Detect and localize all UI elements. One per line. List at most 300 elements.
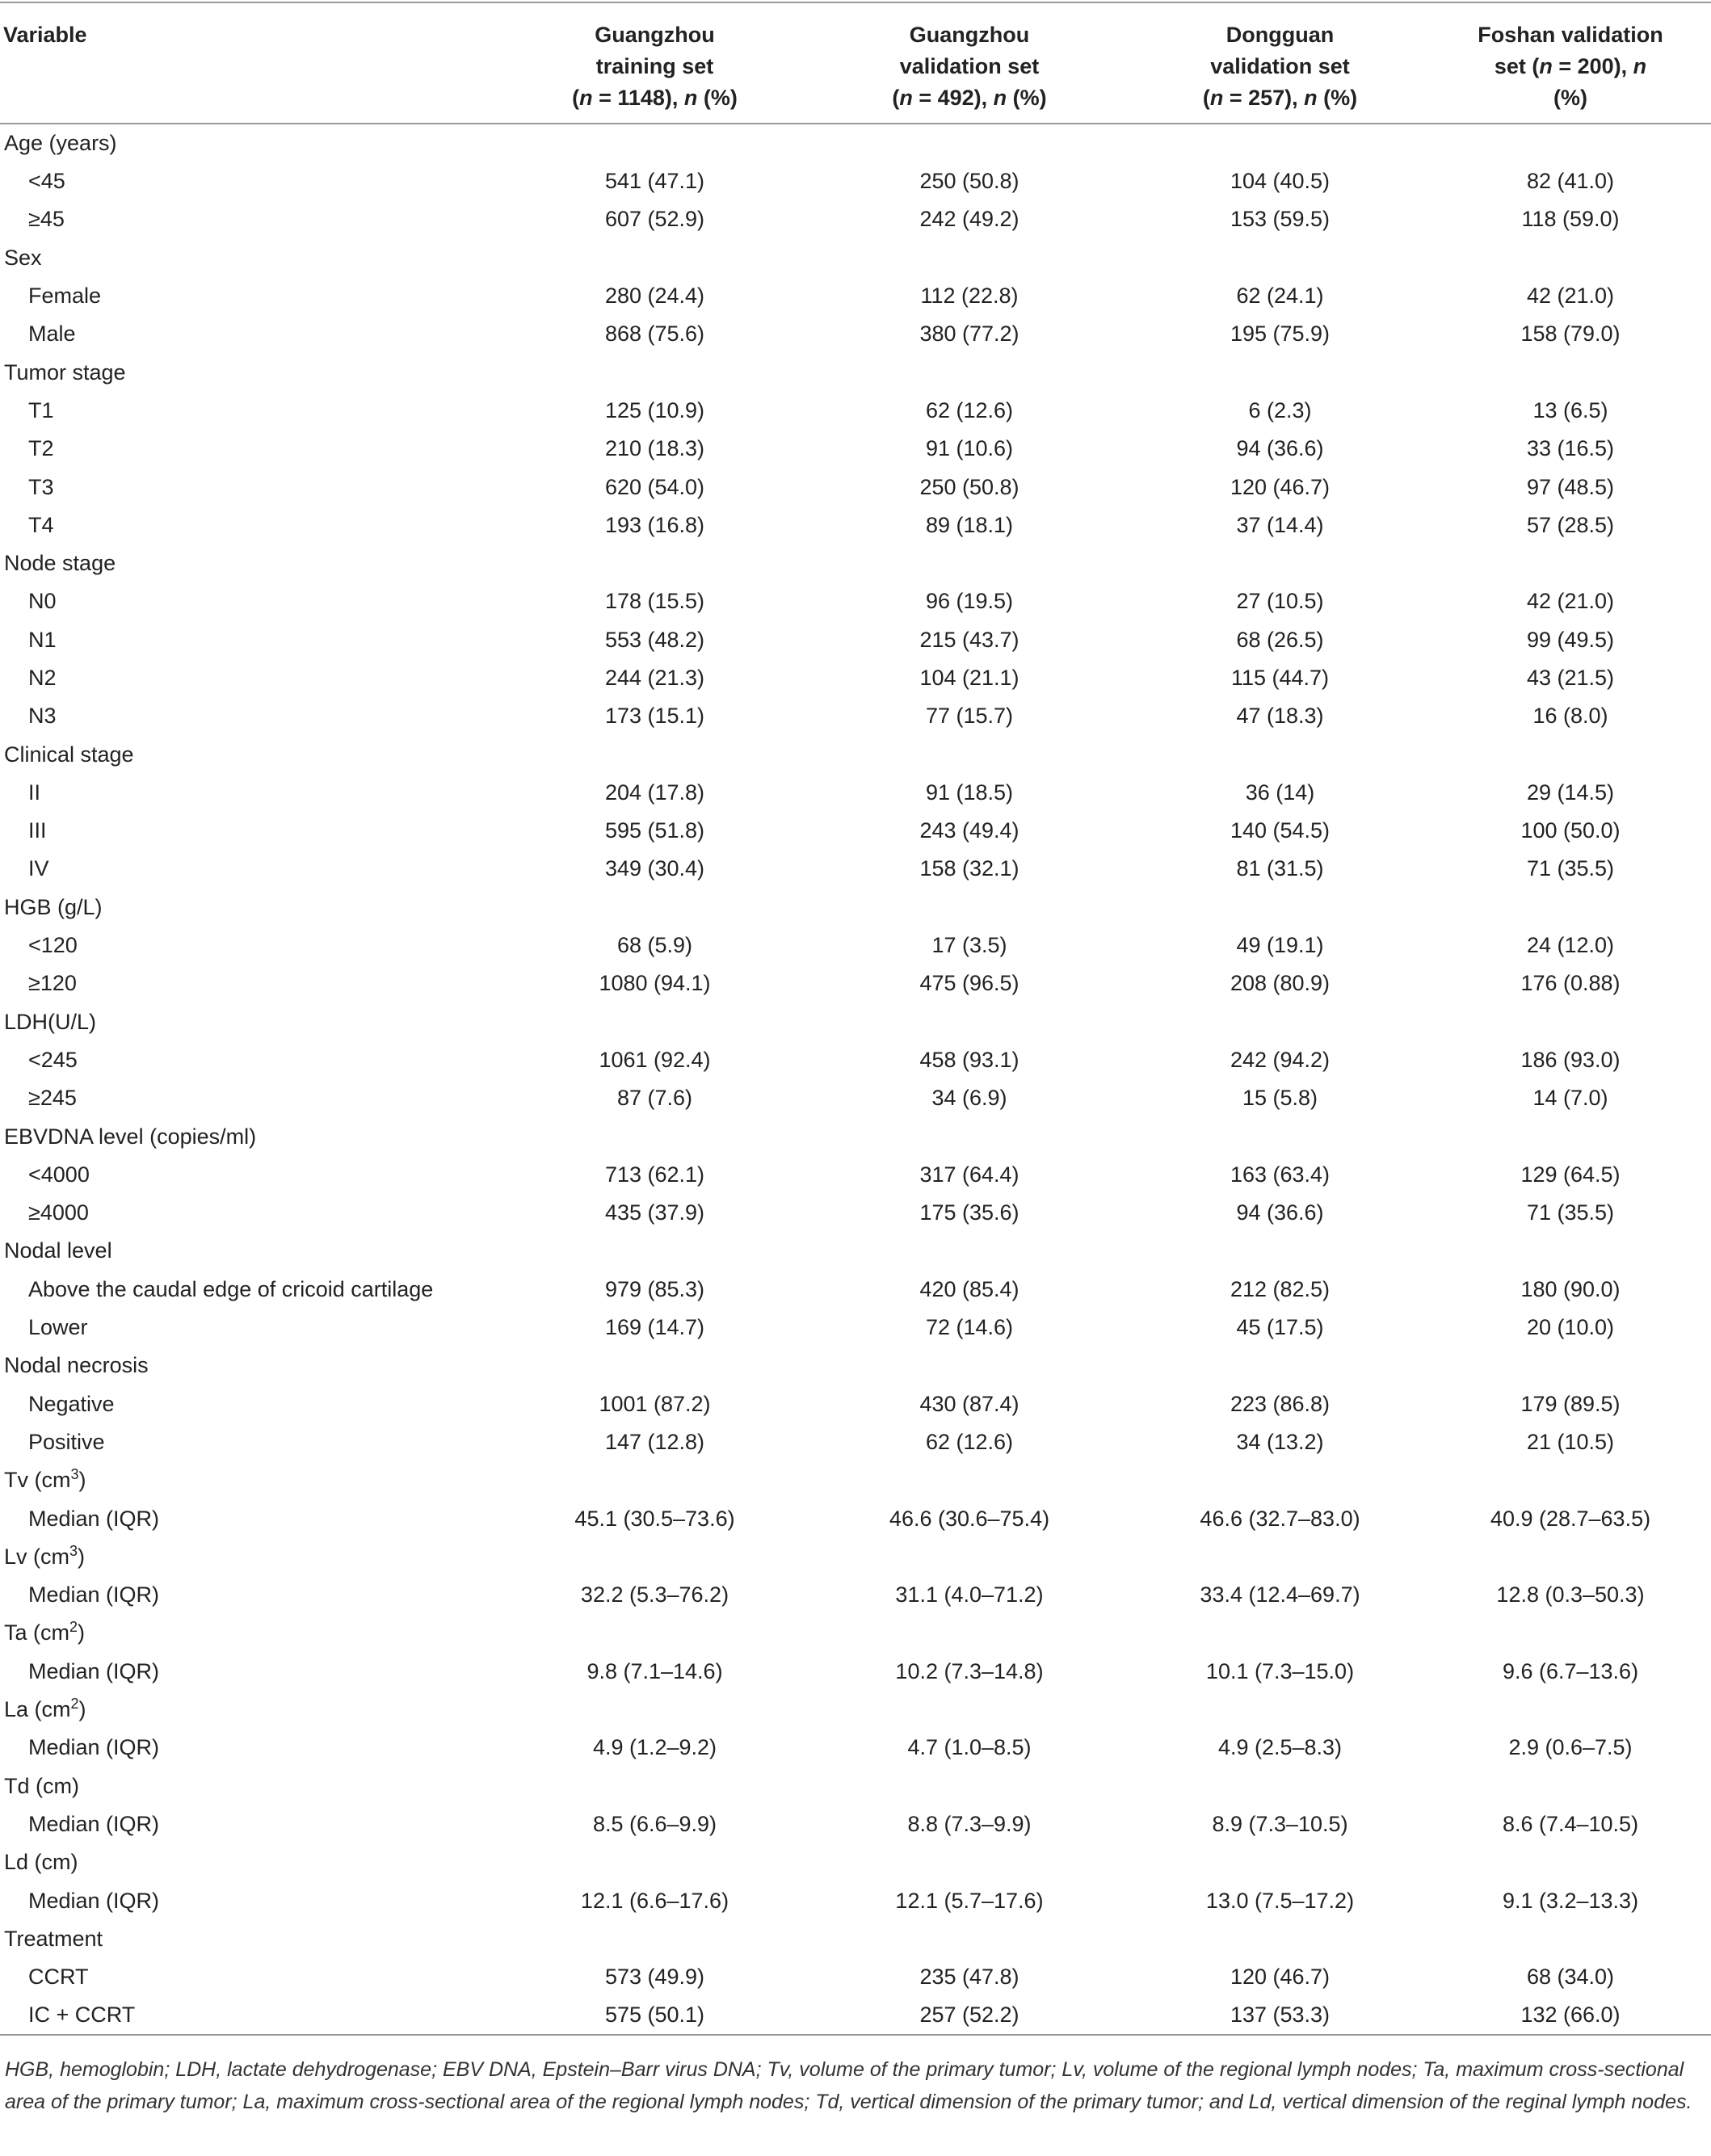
cell-value: 43 (21.5) [1526,666,1615,690]
cell-value [1430,1920,1711,1958]
cell-value [1430,544,1711,582]
cell-value: 317 (64.4) [919,1162,1019,1187]
row-label-text: ≥120 [28,971,77,996]
cell-value: 4.9 (2.5–8.3) [1217,1735,1343,1760]
cell-value [501,1691,809,1729]
table-row [0,774,1711,812]
row-label [0,1117,501,1155]
header-dongguan-validation [1130,2,1430,124]
row-label [0,1309,501,1347]
row-label-text: ≥4000 [28,1200,89,1225]
table-row [0,1729,1711,1767]
cell-value: 430 (87.4) [919,1391,1019,1416]
cell-value: 57 (28.5) [1526,512,1615,537]
cell-value: 244 (21.3) [604,666,705,690]
unit-superscript: 2 [69,1619,78,1636]
cell-value: 77 (15.7) [925,704,1014,729]
cell-value [809,1347,1130,1385]
row-label-text: Clinical stage [4,742,134,767]
row-label [0,315,501,353]
row-label [0,1881,501,1919]
table-section-row [0,353,1711,391]
cell-value: 210 (18.3) [604,436,705,461]
table-row [0,315,1711,353]
table-section-row [0,544,1711,582]
cell-value: 31.1 (4.0–71.2) [895,1582,1044,1608]
table-row [0,1385,1711,1423]
cell-value [1130,239,1430,277]
cell-value [501,1920,809,1958]
table-section-row [0,1614,1711,1652]
row-label-text: Median (IQR) [28,1506,160,1531]
table-section-row [0,124,1711,162]
row-label [0,889,501,927]
cell-value: 120 (46.7) [1230,1965,1331,1990]
cell-value: 120 (46.7) [1230,474,1331,499]
row-label [0,1423,501,1461]
table-row [0,927,1711,965]
row-label-text: Male [28,322,76,347]
cell-value: 9.1 (3.2–13.3) [1502,1888,1639,1913]
row-label [0,774,501,812]
cell-value: 82 (41.0) [1526,169,1615,194]
cell-value: 979 (85.3) [604,1276,705,1301]
cell-value: 34 (6.9) [931,1086,1007,1111]
cell-value: 68 (34.0) [1526,1965,1615,1990]
cell-value: 137 (53.3) [1130,1996,1430,2035]
cell-value [501,544,809,582]
cell-value: 132 (66.0) [1430,1996,1711,2035]
cell-value [1130,124,1430,162]
cell-value: 62 (24.1) [1236,284,1324,309]
header-n: n [1209,86,1224,110]
row-label [0,927,501,965]
cell-value: 9.8 (7.1–14.6) [586,1658,723,1683]
row-label [0,1538,501,1576]
table-section-row [0,1347,1711,1385]
cell-value: 129 (64.5) [1520,1162,1621,1187]
cell-value: 1001 (87.2) [599,1391,711,1416]
row-label-text: <4000 [28,1162,90,1187]
cell-value: 97 (48.5) [1526,474,1615,499]
table-row [0,659,1711,697]
row-label [0,1194,501,1232]
table-section-row [0,1232,1711,1270]
cell-value [501,124,809,162]
cell-value: 147 (12.8) [604,1429,705,1454]
cell-value: 104 (21.1) [919,666,1019,690]
cell-value: 2.9 (0.6–7.5) [1508,1735,1633,1760]
cell-value: 250 (50.8) [919,474,1019,499]
cell-value [1430,1232,1711,1270]
cell-value [501,1843,809,1881]
cell-value [1130,1538,1430,1576]
row-label-text: N2 [28,666,57,690]
row-label-text: ) [78,1697,86,1722]
cell-value: 14 (7.0) [1532,1086,1608,1111]
cell-value: 541 (47.1) [604,169,705,194]
cell-value: 49 (19.1) [1236,933,1324,958]
row-label-text: T3 [28,474,54,499]
cell-value: 9.6 (6.7–13.6) [1502,1658,1639,1683]
row-label [0,1958,501,1996]
table-row [0,1805,1711,1843]
cell-value [809,1461,1130,1499]
cell-value: 242 (94.2) [1230,1047,1331,1072]
row-label-text: N1 [28,627,57,652]
cell-value [1130,1461,1430,1499]
table-row [0,1079,1711,1117]
row-label-text: Node stage [4,551,116,576]
row-label [0,506,501,544]
cell-value: 40.9 (28.7–63.5) [1490,1506,1651,1531]
cell-value [809,735,1130,773]
cell-value [501,735,809,773]
cell-value: 868 (75.6) [604,322,705,347]
header-guangzhou-training [501,2,809,124]
table-row [0,1881,1711,1919]
cell-value: 242 (49.2) [919,207,1019,232]
cell-value: 118 (59.0) [1521,207,1620,232]
row-label [0,277,501,315]
table-row [0,506,1711,544]
cell-value [1430,1614,1711,1652]
cell-value: 215 (43.7) [919,627,1019,652]
table-row [0,582,1711,620]
cell-value [1130,1117,1430,1155]
cell-value [1130,889,1430,927]
cell-value [1130,1691,1430,1729]
cell-value [501,239,809,277]
cell-value [809,124,1130,162]
cell-value [1430,735,1711,773]
table-section-row [0,889,1711,927]
cell-value: 4.9 (1.2–9.2) [592,1735,717,1760]
row-label [0,1843,501,1881]
table-section-row [0,1920,1711,1958]
row-label-text: N0 [28,589,57,614]
row-label-text: Ld (cm) [4,1850,78,1875]
cell-value: 223 (86.8) [1230,1391,1331,1416]
row-label [0,1003,501,1041]
cell-value [501,1347,809,1385]
row-label-text: T1 [28,397,54,422]
cell-value: 33 (16.5) [1526,436,1615,461]
row-label-text: Lv (cm [4,1544,69,1569]
cell-value: 10.2 (7.3–14.8) [895,1658,1044,1683]
table-section-row [0,239,1711,277]
cell-value: 195 (75.9) [1230,322,1331,347]
cell-value: 208 (80.9) [1230,971,1331,996]
cell-value [809,353,1130,391]
row-label-text: <45 [28,169,65,194]
cell-value [1430,1461,1711,1499]
cell-value: 6 (2.3) [1248,397,1312,422]
header-text: (%) [1007,86,1047,110]
row-label-text: T4 [28,512,54,537]
table-row [0,430,1711,468]
cell-value: 68 (26.5) [1236,627,1324,652]
cell-value [809,889,1130,927]
cell-value: 280 (24.4) [604,284,705,309]
cell-value: 16 (8.0) [1532,704,1608,729]
row-label-text: CCRT [28,1965,89,1990]
table-row [0,1996,1711,2035]
row-label [0,965,501,1002]
cell-value: 13.0 (7.5–17.2) [1205,1888,1355,1913]
cell-value: 91 (10.6) [925,436,1014,461]
cell-value: 45 (17.5) [1236,1315,1324,1340]
table-row [0,1041,1711,1079]
table-header [0,2,1711,124]
cell-value [1430,1347,1711,1385]
row-label-text: II [28,780,41,805]
row-label-text: <120 [28,933,78,958]
cell-value: 125 (10.9) [604,397,705,422]
row-label [0,1347,501,1385]
cell-value [1430,1843,1711,1881]
cell-value [809,239,1130,277]
cell-value: 169 (14.7) [604,1315,705,1340]
row-label [0,1461,501,1499]
row-label-text: ≥45 [28,207,65,232]
cell-value: 12.8 (0.3–50.3) [1496,1582,1645,1608]
row-label [0,582,501,620]
row-label-text: Sex [4,245,42,270]
row-label-text: Tv (cm [4,1468,71,1493]
cell-value [809,1767,1130,1805]
cell-value [1130,1614,1430,1652]
cell-value: 204 (17.8) [604,780,705,805]
row-label-text: T2 [28,436,54,461]
cell-value: 212 (82.5) [1230,1276,1331,1301]
table-row [0,697,1711,735]
row-label-text: Median (IQR) [28,1658,160,1683]
row-label [0,697,501,735]
cell-value: 71 (35.5) [1526,1200,1615,1225]
cell-value [1130,544,1430,582]
row-label-text: N3 [28,704,57,729]
cell-value [809,1843,1130,1881]
cell-value [501,353,809,391]
cell-value: 29 (14.5) [1526,780,1615,805]
header-foshan-validation [1430,2,1711,124]
table-body [0,124,1711,2035]
cell-value: 8.6 (7.4–10.5) [1502,1811,1639,1836]
table-row [0,965,1711,1002]
header-text: = 200), [1552,54,1633,78]
row-label [0,1996,501,2035]
cell-value [809,1691,1130,1729]
unit-superscript: 3 [70,1466,79,1483]
cell-value: 349 (30.4) [604,856,705,881]
unit-superscript: 3 [69,1542,78,1559]
cell-value: 163 (63.4) [1230,1162,1331,1187]
header-n: n [579,86,593,110]
header-text: = 257), [1223,86,1305,110]
cell-value: 186 (93.0) [1520,1047,1621,1072]
cell-value: 8.9 (7.3–10.5) [1212,1811,1348,1836]
table-row [0,812,1711,850]
cell-value: 8.8 (7.3–9.9) [907,1811,1032,1836]
cell-value [1430,889,1711,927]
row-label [0,1499,501,1537]
table-section-row [0,1461,1711,1499]
cell-value: 46.6 (30.6–75.4) [889,1506,1050,1531]
header-text: set ( [1494,54,1540,78]
row-label [0,1156,501,1194]
cell-value: 420 (85.4) [919,1276,1019,1301]
cell-value [1430,1767,1711,1805]
table-row [0,1194,1711,1232]
row-label-text: Tumor stage [4,359,126,385]
row-label [0,1385,501,1423]
row-label [0,1079,501,1117]
cell-value: 42 (21.0) [1526,589,1615,614]
row-label-text: ) [78,1544,86,1569]
header-variable: Variable [0,2,501,124]
table-row [0,1423,1711,1461]
row-label-text: Median (IQR) [28,1582,160,1608]
cell-value [809,1232,1130,1270]
cell-value: 34 (13.2) [1236,1429,1324,1454]
row-label-text: Positive [28,1429,105,1454]
cell-value [1130,735,1430,773]
table-row [0,621,1711,659]
cell-value: 573 (49.9) [604,1965,705,1990]
cell-value: 21 (10.5) [1526,1429,1615,1454]
cell-value: 158 (79.0) [1520,322,1621,347]
header-text: = 1148), [592,86,684,110]
cell-value: 235 (47.8) [919,1965,1019,1990]
cell-value: 595 (51.8) [604,818,705,843]
cell-value [501,1003,809,1041]
row-label [0,124,501,162]
cell-value [1130,1347,1430,1385]
row-label-text: Lower [28,1315,88,1340]
cell-value: 435 (37.9) [604,1200,705,1225]
cell-value: 257 (52.2) [809,1996,1130,2035]
row-label [0,850,501,888]
row-label-text: ) [78,1620,86,1645]
cell-value: 100 (50.0) [1520,818,1621,843]
row-label-text: Female [28,284,102,309]
header-text: = 492), [912,86,994,110]
row-label [0,1920,501,1958]
row-label-text: Nodal level [4,1238,112,1263]
row-label [0,1271,501,1309]
table-section-row [0,1117,1711,1155]
cell-value: 99 (49.5) [1526,627,1615,652]
cell-value [809,1538,1130,1576]
cell-value: 175 (35.6) [919,1200,1019,1225]
table-row [0,277,1711,315]
characteristics-table [0,2,1711,2036]
table-row [0,392,1711,430]
row-label [0,1576,501,1614]
cell-value [1430,1538,1711,1576]
cell-value [501,1538,809,1576]
cell-value [1430,353,1711,391]
header-n: n [899,86,913,110]
table-row [0,1271,1711,1309]
row-label-text: Above the caudal edge of cricoid cartilage [28,1276,434,1301]
cell-value: 475 (96.5) [919,971,1019,996]
cell-value: 71 (35.5) [1526,856,1615,881]
header-text: ( [892,86,900,110]
cell-value: 193 (16.8) [604,512,705,537]
cell-value [1130,353,1430,391]
row-label [0,621,501,659]
row-label-text: <245 [28,1047,78,1072]
row-label-text: ≥245 [28,1086,77,1111]
cell-value: 179 (89.5) [1520,1391,1621,1416]
row-label [0,1653,501,1691]
header-line: training set [595,54,714,78]
row-label [0,1041,501,1079]
cell-value [809,544,1130,582]
cell-value: 17 (3.5) [931,933,1007,958]
row-label-text: Ta (cm [4,1620,69,1645]
table-row [0,162,1711,200]
cell-value: 173 (15.1) [604,704,705,729]
cell-value: 553 (48.2) [604,627,705,652]
cell-value [1430,1117,1711,1155]
cell-value [1430,124,1711,162]
cell-value: 607 (52.9) [604,207,705,232]
row-label-text: EBVDNA level (copies/ml) [4,1124,257,1149]
table-row [0,1499,1711,1537]
row-label-text: Age (years) [4,131,117,155]
row-label [0,1614,501,1652]
row-label [0,1729,501,1767]
cell-value: 68 (5.9) [616,933,693,958]
table-section-row [0,1691,1711,1729]
cell-value: 153 (59.5) [1230,207,1331,232]
cell-value: 96 (19.5) [925,589,1014,614]
cell-value: 42 (21.0) [1526,284,1615,309]
cell-value [1430,1691,1711,1729]
cell-value [501,1461,809,1499]
row-label-text: Median (IQR) [28,1735,160,1760]
cell-value: 575 (50.1) [501,1996,809,2035]
cell-value: 176 (0.88) [1520,971,1621,996]
table-section-row [0,1843,1711,1881]
cell-value: 180 (90.0) [1520,1276,1621,1301]
cell-value: 62 (12.6) [925,397,1014,422]
cell-value: 104 (40.5) [1230,169,1331,194]
table-row [0,850,1711,888]
row-label [0,735,501,773]
row-label-text: ) [78,1468,86,1493]
cell-value [1430,239,1711,277]
cell-value: 15 (5.8) [1242,1086,1318,1111]
header-line: Guangzhou [909,23,1030,47]
cell-value [1130,1003,1430,1041]
cell-value: 72 (14.6) [925,1315,1014,1340]
table-section-row [0,1767,1711,1805]
cell-value [1430,1003,1711,1041]
cell-value [1130,1767,1430,1805]
row-label [0,1767,501,1805]
header-line: validation set [1210,54,1350,78]
header-text: (%) [1317,86,1358,110]
header-line: Foshan validation [1478,23,1663,47]
cell-value: 87 (7.6) [616,1086,693,1111]
row-label-text: IV [28,856,49,881]
cell-value: 713 (62.1) [604,1162,705,1187]
cell-value: 1061 (92.4) [599,1047,711,1072]
